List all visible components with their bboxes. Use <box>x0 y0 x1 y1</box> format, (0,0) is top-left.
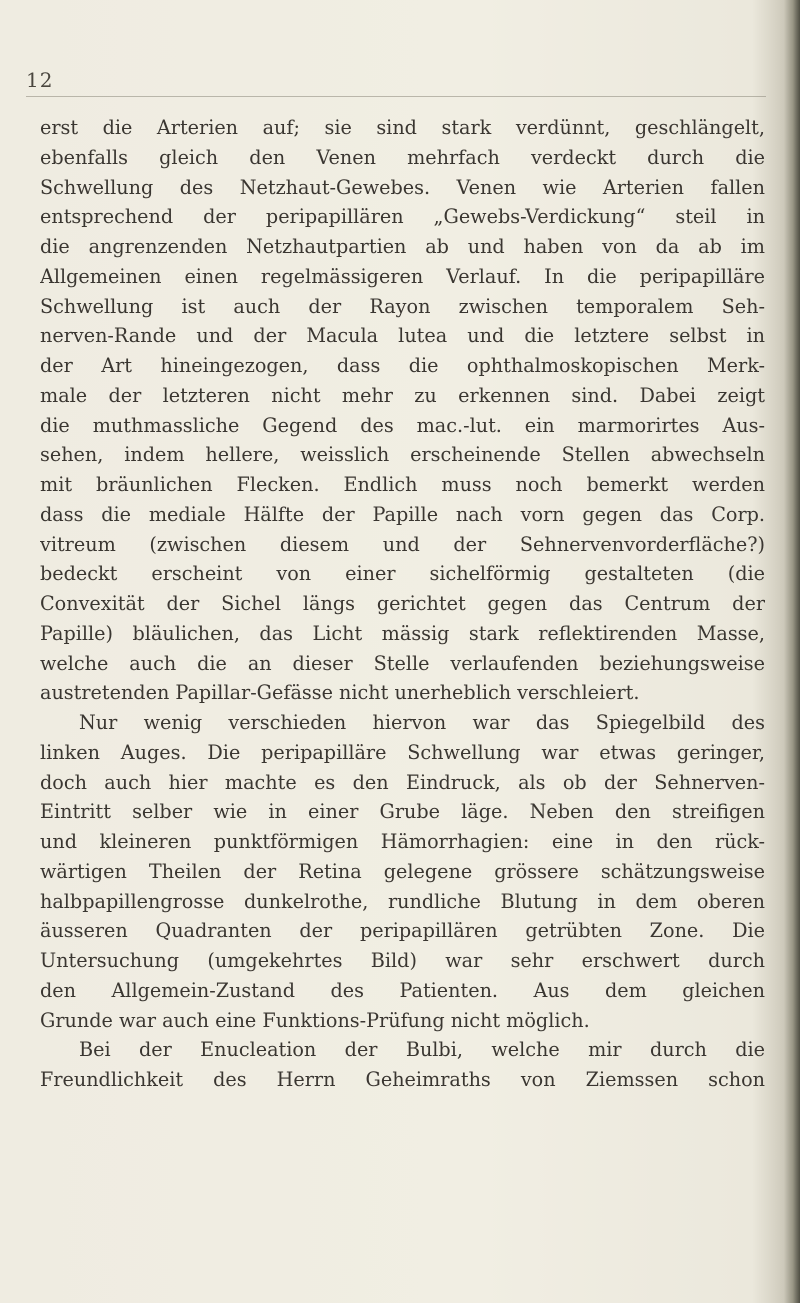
text-line: wärtigen Theilen der Retina gelegene grössere schätzungsweise <box>40 859 765 883</box>
text-line: die angrenzenden Netzhautpartien ab und haben von da ab im <box>40 235 765 258</box>
text-line: welche auch die an dieser Stelle verlaufenden beziehungsweise <box>40 651 765 675</box>
text-line: Allgemeinen einen regelmässigeren Verlauf. In die peripapilläre <box>40 264 765 288</box>
page-edge-shadow <box>784 0 800 1303</box>
text-line: Schwellung des Netzhaut-Gewebes. Venen wie Arterien fallen <box>40 175 765 199</box>
text-line: Schwellung ist auch der Rayon zwischen temporalem Seh- <box>40 294 765 318</box>
text-line: entsprechend der peripapillären „Gewebs-Verdickung“ steil in <box>40 205 765 229</box>
text-line: linken Auges. Die peripapilläre Schwellung war etwas geringer, <box>40 740 765 764</box>
text-line: male der letzteren nicht mehr zu erkennen sind. Dabei zeigt <box>40 383 765 407</box>
text-line: halbpapillengrosse dunkelrothe, rundliche Blutung in dem oberen <box>40 889 765 913</box>
text-line: Bei der Enucleation der Bulbi, welche mir durch die <box>79 1038 765 1062</box>
text-line: Papille) bläulichen, das Licht mässig stark reflektirenden Masse, <box>40 621 765 645</box>
text-line: Freundlichkeit des Herrn Geheimraths von Ziemssen schon <box>40 1068 765 1091</box>
text-line: ebenfalls gleich den Venen mehrfach verdeckt durch die <box>40 145 765 169</box>
text-line: und kleineren punktförmigen Hämorrhagien: eine in den rück- <box>40 830 765 853</box>
text-line: äusseren Quadranten der peripapillären getrübten Zone. Die <box>40 919 765 943</box>
text-line: bedeckt erscheint von einer sichelförmig gestalteten (die <box>40 562 765 586</box>
text-line: Convexität der Sichel längs gerichtet gegen das Centrum der <box>40 592 765 615</box>
body-text <box>40 113 765 1095</box>
text-line: doch auch hier machte es den Eindruck, als ob der Sehnerven- <box>40 770 765 794</box>
text-line: vitreum (zwischen diesem und der Sehnervenvorderfläche?) <box>40 532 765 556</box>
text-line: Eintritt selber wie in einer Grube läge. Neben den streifigen <box>40 800 765 824</box>
text-line: erst die Arterien auf; sie sind stark verdünnt, geschlängelt, <box>40 116 765 139</box>
text-line: den Allgemein-Zustand des Patienten. Aus dem gleichen <box>40 978 765 1002</box>
header-rule <box>26 96 766 97</box>
text-line: austretenden Papillar-Gefässe nicht unerheblich verschleiert. <box>40 681 640 705</box>
text-line: Nur wenig verschieden hiervon war das Spiegelbild des <box>79 711 765 734</box>
text-line: die muthmassliche Gegend des mac.-lut. ein marmorirtes Aus- <box>40 413 765 437</box>
text-line: sehen, indem hellere, weisslich erscheinende Stellen abwechseln <box>40 443 765 467</box>
text-line: der Art hineingezogen, dass die ophthalmoskopischen Merk- <box>40 354 765 377</box>
text-line: mit bräunlichen Flecken. Endlich muss noch bemerkt werden <box>40 473 765 496</box>
text-line: Grunde war auch eine Funktions-Prüfung nicht möglich. <box>40 1008 590 1032</box>
text-line: dass die mediale Hälfte der Papille nach vorn gegen das Corp. <box>40 502 765 526</box>
text-line: nerven-Rande und der Macula lutea und die letztere selbst in <box>40 324 765 348</box>
page-number: 12 <box>26 68 54 92</box>
text-line: Untersuchung (umgekehrtes Bild) war sehr erschwert durch <box>40 949 765 972</box>
